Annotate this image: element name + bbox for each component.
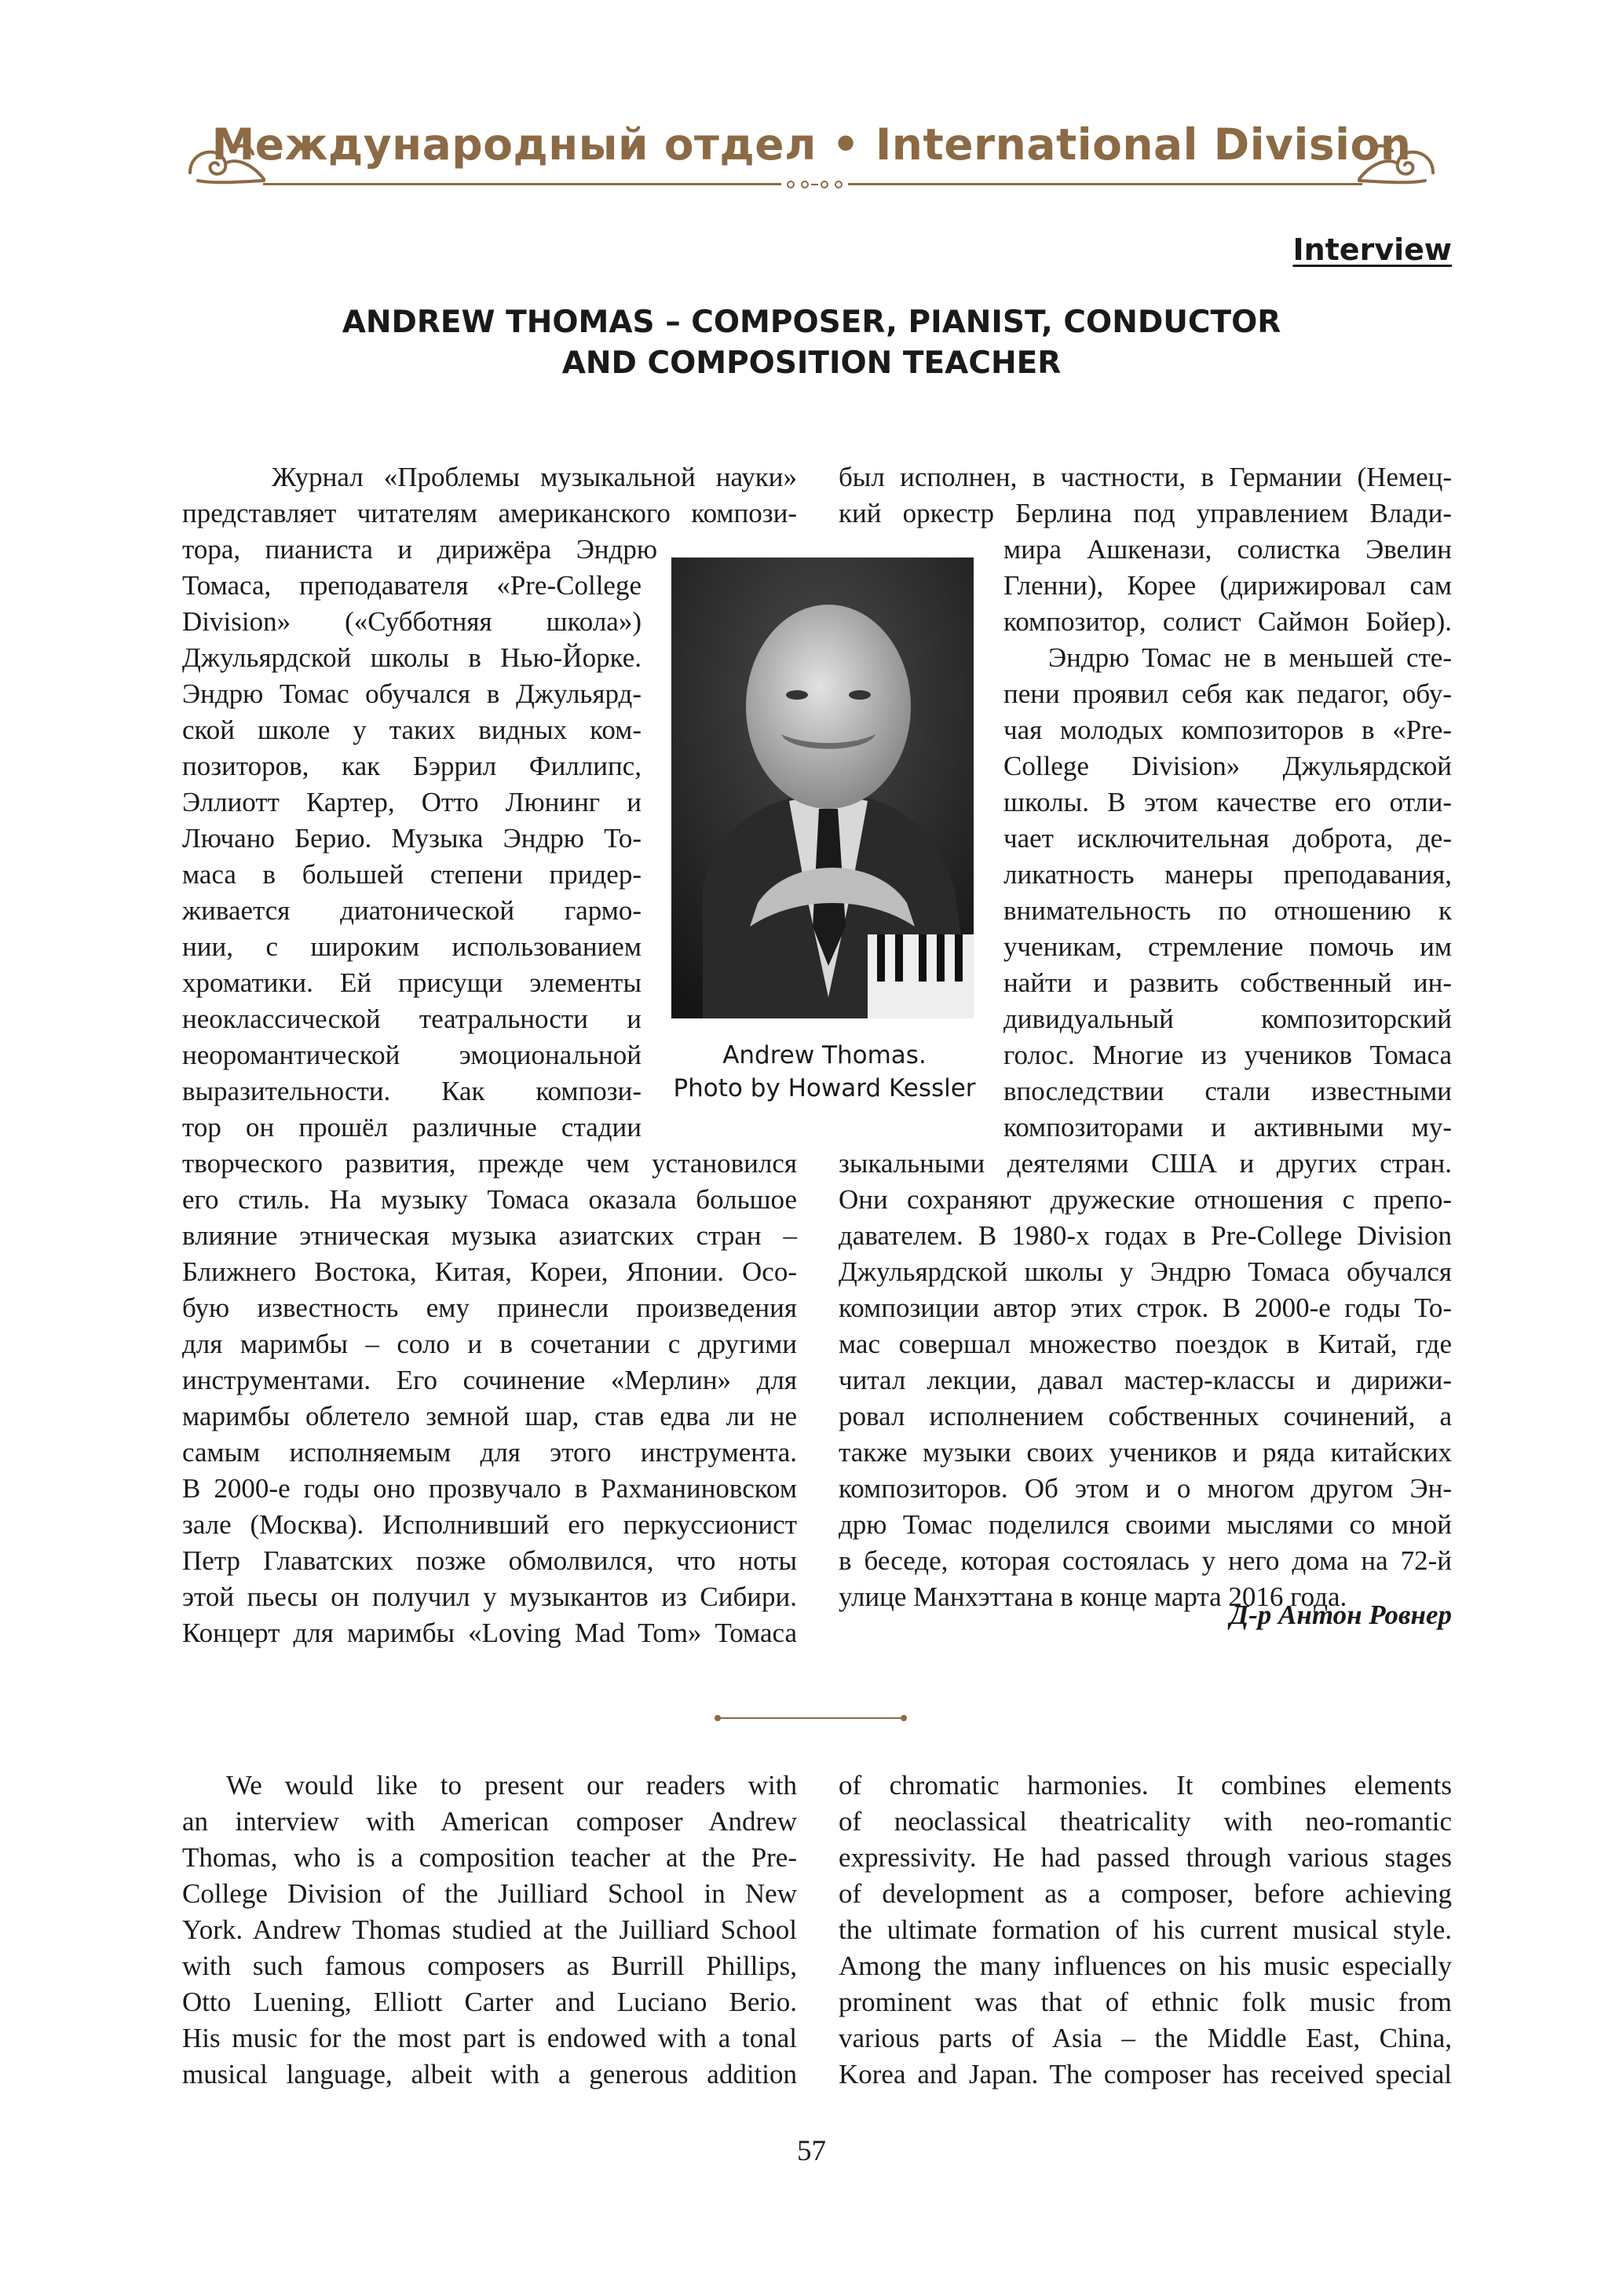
text-line: Эндрю Томас обучался в Джульярд- [182, 678, 642, 709]
text-line: композиторами и активными му- [1003, 1112, 1452, 1143]
text-line: ской школе у таких видных ком- [182, 715, 642, 745]
text-line: ровал исполнением собственных сочинений, а [839, 1401, 1452, 1431]
article-title [0, 302, 1623, 384]
text-line: был исполнен, в частности, в Германии (Немец- [839, 462, 1452, 492]
text-line: York. Andrew Thomas studied at the Juilliard School [182, 1914, 797, 1945]
text-line: композиции автор этих строк. В 2000-е годы То- [839, 1292, 1452, 1323]
text-line: выразительности. Как компози- [182, 1076, 642, 1106]
text-line: чает исключительная доброта, де- [1003, 823, 1452, 854]
text-line: маса в большей степени придер- [182, 859, 642, 890]
text-line: Эллиотт Картер, Отто Люнинг и [182, 787, 642, 817]
text-line: хроматики. Ей присущи элементы [182, 967, 642, 998]
text-line: инструментами. Его сочинение «Мерлин» для [182, 1365, 797, 1395]
text-line: prominent was that of ethnic folk music from [839, 1987, 1452, 2017]
photo-caption-line: Photo by Howard Kessler [673, 1074, 976, 1102]
text-line: various parts of Asia – the Middle East, China, [839, 2023, 1452, 2053]
text-line: также музыки своих учеников и ряда китайских [839, 1437, 1452, 1468]
text-line: композитор, солист Саймон Бойер). [1003, 606, 1452, 637]
text-line: неоромантической эмоциональной [182, 1040, 642, 1070]
text-line: маримбы облетело земной шар, став едва ли не [182, 1401, 797, 1431]
text-line: В 2000-е годы оно прозвучало в Рахманиновском [182, 1473, 797, 1504]
text-line: of chromatic harmonies. It combines elements [839, 1770, 1452, 1801]
text-line: позиторов, как Бэррил Филлипс, [182, 751, 642, 781]
text-line: тора, пианиста и дирижёра Эндрю [182, 534, 657, 565]
photo-caption [667, 1039, 981, 1105]
text-line: Томаса, преподавателя «Pre-College [182, 570, 642, 601]
text-line: голос. Многие из учеников Томаса [1003, 1040, 1452, 1070]
text-line: Гленни), Корее (дирижировал сам [1003, 570, 1452, 601]
article-title-line: AND COMPOSITION TEACHER [561, 345, 1062, 381]
text-line: в беседе, которая состоялась у него дома на 72-й [839, 1545, 1452, 1576]
text-line: дивидуальный композиторский [1003, 1004, 1452, 1034]
text-line: Джульярдской школы в Нью-Йорке. [182, 642, 642, 673]
text-line: Division» («Субботняя школа») [182, 606, 642, 637]
text-line: дрю Томас поделился своими мыслями со мной [839, 1509, 1452, 1540]
text-line: Ближнего Востока, Китая, Кореи, Японии. Осо- [182, 1256, 797, 1287]
article-title-line: ANDREW THOMAS – COMPOSER, PIANIST, CONDUCTOR [342, 305, 1281, 340]
text-line: with such famous composers as Burrill Phillips, [182, 1951, 797, 1981]
text-line: expressivity. He had passed through various stages [839, 1842, 1452, 1873]
text-line: ликатность манеры преподавания, [1003, 859, 1452, 890]
text-line: of neoclassical theatricality with neo-romantic [839, 1806, 1452, 1837]
text-line: представляет читателям американского компози- [182, 498, 797, 528]
text-line: впоследствии стали известными [1003, 1076, 1452, 1106]
text-line: Джульярдской школы у Эндрю Томаса обучался [839, 1256, 1452, 1287]
text-line: живается диатонической гармо- [182, 895, 642, 926]
text-line: этой пьесы он получил у музыкантов из Сибири. [182, 1581, 797, 1612]
text-line: внимательность по отношению к [1003, 895, 1452, 926]
text-line: Лючано Берио. Музыка Эндрю То- [182, 823, 642, 854]
text-line: его стиль. На музыку Томаса оказала большое [182, 1184, 797, 1215]
text-line: самым исполняемым для этого инструмента. [182, 1437, 797, 1468]
author-signature: Д-р Антон Ровнер [1230, 1600, 1452, 1630]
text-line: Они сохраняют дружеские отношения с препо- [839, 1184, 1452, 1215]
text-line: Концерт для маримбы «Loving Mad Tom» Томаса [182, 1618, 797, 1648]
text-line: ученикам, стремление помочь им [1003, 931, 1452, 962]
text-line: тор он прошёл различные стадии [182, 1112, 642, 1143]
text-line: неоклассической театральности и [182, 1004, 642, 1034]
page-number: 57 [797, 2135, 826, 2167]
text-line: композиторов. Об этом и о многом другом Эн- [839, 1473, 1452, 1504]
text-line: зале (Москва). Исполнивший его перкуссионист [182, 1509, 797, 1540]
text-line: musical language, albeit with a generous addition [182, 2059, 797, 2089]
text-line: пени проявил себя как педагог, обу- [1003, 678, 1452, 709]
composer-portrait-image [671, 558, 974, 1018]
photo-caption-line: Andrew Thomas. [722, 1041, 927, 1069]
text-line: the ultimate formation of his current musical style. [839, 1914, 1452, 1945]
journal-section-title: Международный отдел • International Division [211, 119, 1412, 170]
text-line: College Division» Джульярдской [1003, 751, 1452, 781]
text-line: Thomas, who is a composition teacher at the Pre- [182, 1842, 797, 1873]
text-line: His music for the most part is endowed with a tonal [182, 2023, 797, 2053]
text-line: College Division of the Juilliard School in New [182, 1878, 797, 1909]
text-line: Эндрю Томас не в меньшей сте- [1048, 642, 1452, 673]
text-line: of development as a composer, before achieving [839, 1878, 1452, 1909]
text-line: мас совершал множество поездок в Китай, где [839, 1329, 1452, 1359]
text-line: чая молодых композиторов в «Pre- [1003, 715, 1452, 745]
text-line: Журнал «Проблемы музыкальной науки» [272, 462, 797, 492]
text-line: бую известность ему принесли произведения [182, 1292, 797, 1323]
text-line: кий оркестр Берлина под управлением Влади- [839, 498, 1452, 528]
text-line: улице Манхэттана в конце марта 2016 года. [839, 1581, 1347, 1612]
header-divider-ornament-icon [781, 179, 848, 190]
text-line: для маримбы – соло и в сочетании с другими [182, 1329, 797, 1359]
text-line: Петр Главатских позже обмолвился, что ноты [182, 1545, 797, 1576]
text-line: читал лекции, давал мастер-классы и дирижи- [839, 1365, 1452, 1395]
text-line: We would like to present our readers with [226, 1770, 797, 1801]
section-label: Interview [1292, 232, 1452, 267]
text-line: творческого развития, прежде чем установился [182, 1148, 797, 1179]
text-line: школы. В этом качестве его отли- [1003, 787, 1452, 817]
text-line: мира Ашкенази, солистка Эвелин [1003, 534, 1452, 565]
text-line: давателем. В 1980-х годах в Pre-College Division [839, 1220, 1452, 1251]
text-line: зыкальными деятелями США и других стран. [839, 1148, 1452, 1179]
text-line: Korea and Japan. The composer has received special [839, 2059, 1452, 2089]
text-line: влияние этническая музыка азиатских стран – [182, 1220, 797, 1251]
section-separator-icon [715, 1713, 907, 1723]
text-line: найти и развить собственный ин- [1003, 967, 1452, 998]
text-line: нии, с широким использованием [182, 931, 642, 962]
text-line: an interview with American composer Andrew [182, 1806, 797, 1837]
text-line: Otto Luening, Elliott Carter and Luciano Berio. [182, 1987, 797, 2017]
text-line: Among the many influences on his music especially [839, 1951, 1452, 1981]
composer-photo [671, 558, 974, 1018]
